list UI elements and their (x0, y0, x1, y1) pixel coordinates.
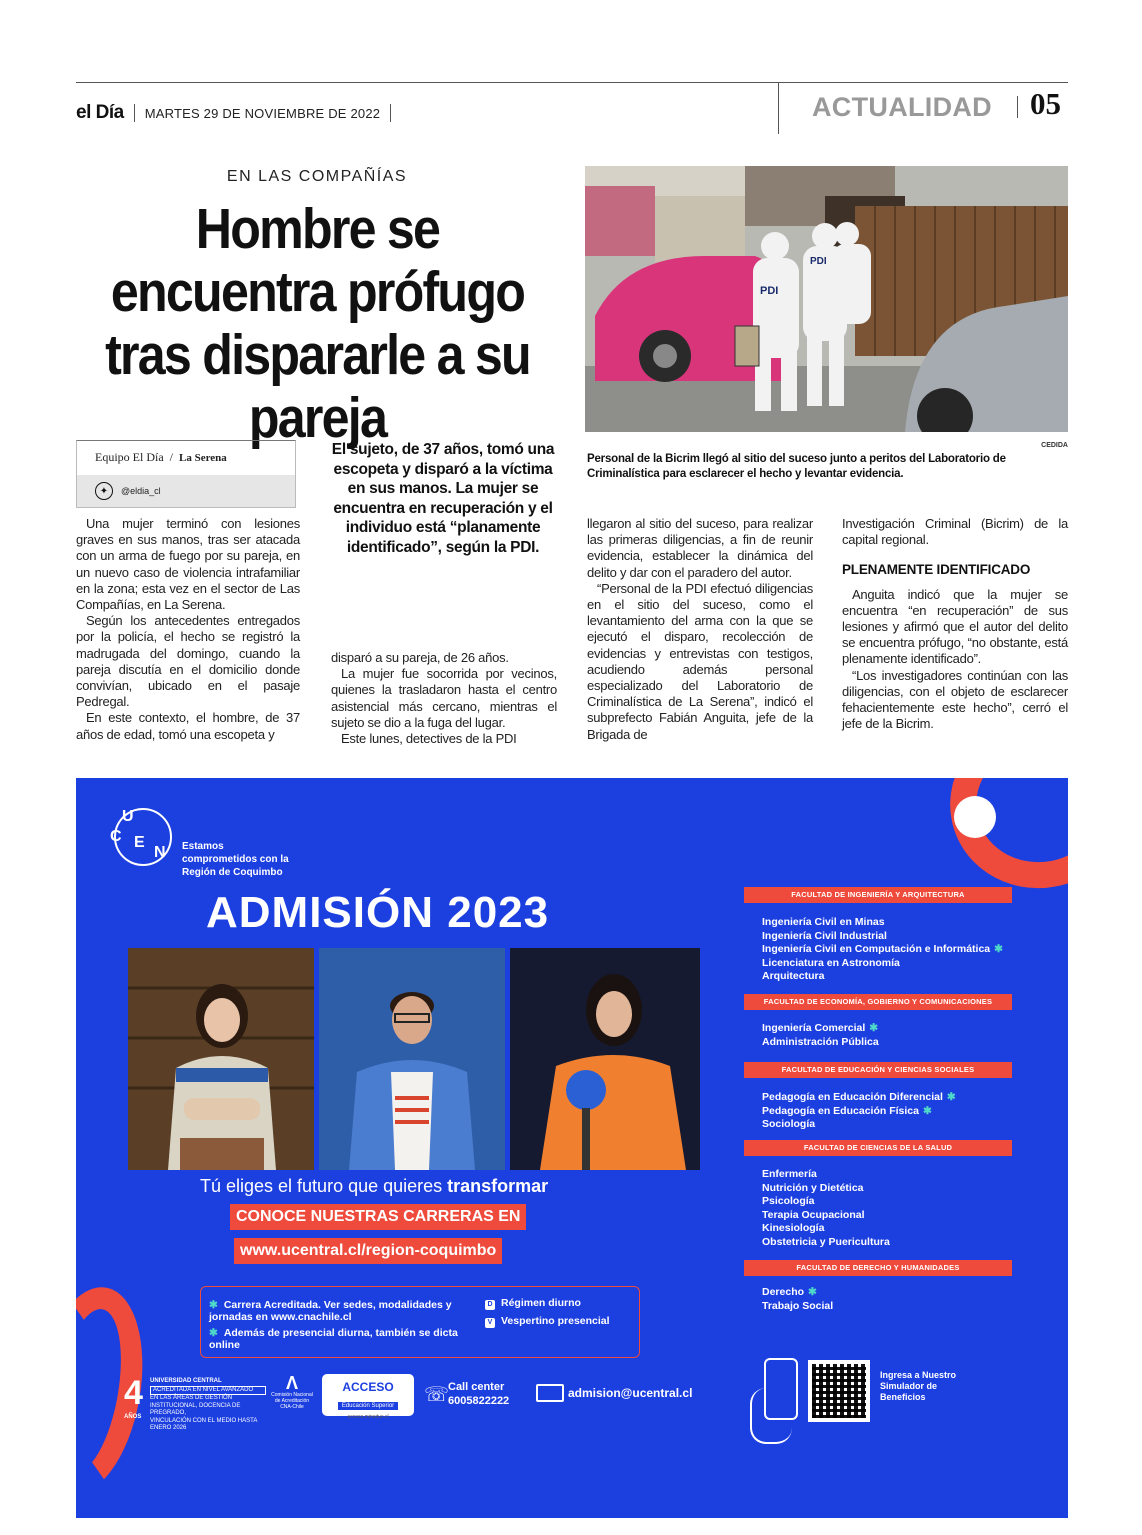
twitter-handle[interactable]: @eldia_cl (121, 486, 161, 496)
evening-icon: V (485, 1318, 495, 1328)
ad-tagline (182, 840, 289, 879)
accreditation-text (150, 1378, 266, 1433)
accreditation-line: ACREDITADA EN NIVEL AVANZADO (150, 1386, 266, 1396)
qr-pattern (812, 1364, 866, 1418)
body-paragraph: En este contexto, el hombre, de 37 años de edad, tomó una escopeta y (76, 710, 300, 742)
note-text: Vespertino presencial (501, 1315, 610, 1327)
career-item: Enfermería (762, 1168, 817, 1180)
pdi-vest-text: PDI (810, 256, 827, 267)
body-paragraph: Investigación Criminal (Bicrim) de la capital regional. (842, 516, 1068, 548)
asterisk-icon: ✱ (946, 1091, 956, 1103)
acceso-subtitle: Educación Superior (338, 1402, 398, 1410)
student-illustration (510, 948, 700, 1170)
ad-title: ADMISIÓN 2023 (206, 888, 550, 937)
career-item: Licenciatura en Astronomía (762, 956, 900, 969)
tagline-line: comprometidos con la (182, 854, 289, 865)
asterisk-icon: ✱ (922, 1104, 932, 1117)
note-online (209, 1327, 479, 1351)
student-photo (128, 948, 314, 1170)
faculty-careers (762, 1091, 956, 1132)
hand-icon (750, 1388, 792, 1444)
logo-letter: N (154, 844, 166, 861)
body-paragraph: Este lunes, detectives de la PDI (341, 731, 517, 747)
article-photo (585, 166, 1068, 432)
career-item (762, 1091, 956, 1105)
photo-caption: Personal de la Bicrim llegó al sitio del suceso junto a peritos del Laboratorio de Criminalística para esclarecer el hecho y levantar evidencia. (587, 453, 1006, 480)
logo-letter: U (122, 808, 134, 825)
twitter-icon: ✦ (95, 482, 113, 500)
career-label: Pedagogía en Educación Física (762, 1104, 919, 1117)
career-item: Ingeniería Civil Industrial (762, 929, 887, 942)
masthead-divider (390, 104, 391, 122)
pdi-vest-text: PDI (760, 285, 779, 297)
call-center-number: 6005822222 (448, 1395, 510, 1407)
note-text: Régimen diurno (501, 1297, 581, 1309)
section-name: ACTUALIDAD (812, 92, 992, 122)
tagline-line: Región de Coquimbo (182, 867, 283, 878)
qr-label (880, 1370, 956, 1403)
faculty-careers (762, 1022, 879, 1049)
body-paragraph: Según los antecedentes entregados por la policía, el hecho se registró la madrugada del domingo, cuando la pareja discutía en el domicilio donde convivían, ubicado en el pasaje Pedregal. (76, 613, 300, 710)
tagline-line: Estamos (182, 841, 224, 852)
body-column-1 (76, 516, 300, 743)
accreditation-years: 4 (124, 1374, 143, 1412)
ucen-logo (110, 808, 172, 866)
ad-cta-banner: CONOCE NUESTRAS CARRERAS EN (230, 1204, 526, 1230)
ad-notes-box (200, 1286, 640, 1358)
body-paragraph: Una mujer terminó con lesiones graves en sus manos, tras ser atacada con un arma de fuego por su pareja, en un nuevo caso de violencia intrafamiliar en la zona; esta vez en el sector de Las Compañías, en La Serena. (76, 516, 300, 613)
career-item: Administración Pública (762, 1035, 879, 1048)
body-paragraph: “Los investigadores continúan con las diligencias, con el objeto de esclarecer fehacientemente este hecho”, cerró el jefe de la Bicrim. (842, 667, 1068, 732)
byline-box (76, 440, 296, 508)
masthead-divider (134, 104, 135, 122)
faculty-header: FACULTAD DE DERECHO Y HUMANIDADES (744, 1260, 1012, 1276)
career-item: Psicología (762, 1195, 815, 1207)
student-photo (319, 948, 505, 1170)
cna-mark-icon: Λ (285, 1373, 298, 1393)
faculty-careers (762, 1286, 833, 1313)
byline: Equipo El Día / La Serena (95, 450, 227, 464)
qr-code[interactable] (808, 1360, 870, 1422)
career-label: Pedagogía en Educación Diferencial (762, 1091, 943, 1103)
student-illustration (128, 948, 314, 1170)
logo-letter: E (134, 834, 145, 851)
byline-location: La Serena (179, 452, 227, 464)
career-item (762, 1105, 956, 1119)
career-item: Obstetricia y Puericultura (762, 1235, 890, 1248)
career-item (762, 1022, 879, 1036)
accreditation-line: UNIVERSIDAD CENTRAL (150, 1378, 222, 1384)
accreditation-line: EN LAS ÁREAS DE GESTIÓN INSTITUCIONAL, DOCENCIA DE PREGRADO, (150, 1395, 241, 1416)
body-paragraph: disparó a su pareja, de 26 años. (331, 650, 509, 665)
byline-author: Equipo El Día (95, 450, 164, 464)
note-text: Carrera Acreditada. Ver sedes, modalidades y jornadas en www.cnachile.cl (209, 1299, 452, 1323)
acceso-logo (322, 1374, 414, 1420)
ad-website-link[interactable]: www.ucentral.cl/region-coquimbo (234, 1238, 502, 1264)
asterisk-icon: ✱ (209, 1327, 218, 1339)
note-text: Además de presencial diurna, también se dicta online (209, 1327, 458, 1351)
asterisk-icon: ✱ (994, 943, 1003, 955)
body-column-3 (587, 516, 813, 743)
ad-subtitle (200, 1176, 548, 1197)
cna-logo (270, 1374, 314, 1410)
student-illustration (319, 948, 505, 1170)
body-paragraph: “Personal de la PDI efectuó diligencias en el sitio del suceso, como el levantamiento del arma con la que se ejecutó el disparo, recolección de evidencias y entrevistas con testigos, acudiendo además personal especializado del Laboratorio de Criminalística de La Serena”, indicó el subprefecto Fabián Anguita, jefe de la Brigada de (587, 580, 813, 742)
acceso-title: ACCESO (342, 1380, 394, 1394)
career-item (762, 943, 1003, 957)
ad-subtitle-text: Tú eliges el futuro que quieres (200, 1176, 448, 1196)
byline-social (77, 475, 295, 507)
body-paragraph: La mujer fue socorrida por vecinos, quienes la trasladaron hasta el centro asistencial más cercano, mientras el sujeto se dio a la fuga del lugar. (331, 666, 557, 730)
career-label: Ingeniería Comercial (762, 1022, 866, 1034)
qr-label-line: Beneficios (880, 1392, 926, 1402)
career-item: Sociología (762, 1118, 816, 1130)
publication-date: MARTES 29 DE NOVIEMBRE DE 2022 (144, 105, 381, 121)
career-item: Ingeniería Civil en Minas (762, 916, 885, 928)
career-item: Arquitectura (762, 970, 825, 982)
admission-email[interactable]: admision@ucentral.cl (568, 1386, 693, 1400)
envelope-icon (536, 1384, 564, 1402)
career-item: Nutrición y Dietética (762, 1181, 864, 1194)
crime-scene-photo (585, 166, 1068, 432)
faculty-header: FACULTAD DE INGENIERÍA Y ARQUITECTURA (744, 887, 1012, 903)
faculty-header: FACULTAD DE CIENCIAS DE LA SALUD (744, 1140, 1012, 1156)
university-advertisement[interactable] (76, 778, 1068, 1518)
body-column-2 (331, 650, 557, 747)
note-accredited (209, 1299, 479, 1323)
day-regime-icon: D (485, 1300, 495, 1310)
call-center[interactable] (448, 1380, 509, 1408)
qr-label-line: Ingresa a Nuestro (880, 1370, 957, 1380)
section-divider (1017, 96, 1018, 118)
accreditation-line: VINCULACIÓN CON EL MEDIO HASTA ENERO 2026 (150, 1417, 258, 1431)
accreditation-years-label: AÑOS (124, 1414, 142, 1420)
note-evening (485, 1315, 610, 1328)
career-label: Derecho (762, 1286, 805, 1298)
page-number: 05 (1030, 86, 1061, 121)
article-subhead: PLENAMENTE IDENTIFICADO (842, 562, 1031, 578)
decorative-circle (954, 796, 996, 838)
qr-label-line: Simulador de (880, 1381, 938, 1391)
decorative-arc (937, 778, 1068, 902)
body-column-4 (842, 516, 1068, 732)
phone-icon: ☏ (424, 1382, 450, 1406)
career-label: Ingeniería Civil en Computación e Informática (762, 943, 991, 955)
faculty-careers (762, 1168, 890, 1249)
note-day-regime (485, 1297, 581, 1310)
article-headline: Hombre se encuentra prófugo tras dispararle a su pareja (105, 197, 530, 450)
article-kicker: EN LAS COMPAÑÍAS (226, 168, 408, 185)
faculty-careers (762, 916, 1003, 984)
faculty-header: FACULTAD DE ECONOMÍA, GOBIERNO Y COMUNICACIONES (744, 994, 1012, 1010)
faculty-header: FACULTAD DE EDUCACIÓN Y CIENCIAS SOCIALES (744, 1062, 1012, 1078)
decorative-arc (76, 1279, 157, 1504)
call-center-label: Call center (448, 1381, 505, 1393)
masthead (76, 100, 401, 126)
newspaper-logo: el Día (76, 102, 124, 123)
asterisk-icon: ✱ (209, 1299, 218, 1311)
logo-letter: C (110, 828, 122, 845)
career-item: Trabajo Social (762, 1299, 834, 1312)
asterisk-icon: ✱ (808, 1286, 817, 1298)
ad-subtitle-emphasis: transformar (447, 1176, 549, 1196)
asterisk-icon: ✱ (869, 1022, 879, 1034)
pull-quote: El sujeto, de 37 años, tomó una escopeta y disparó a la víctima en sus manos. La mujer se encuentra en recuperación y el individuo está “planamente identificado”, según la PDI. (331, 441, 555, 556)
career-item: Kinesiología (762, 1222, 825, 1234)
acceso-url: acceso.mineduc.cl (347, 1414, 389, 1420)
student-photo (510, 948, 700, 1170)
cna-text: Comisión Nacional de Acreditación CNA-Chile (271, 1392, 313, 1410)
career-item (762, 1286, 833, 1300)
body-paragraph: llegaron al sitio del suceso, para realizar las primeras diligencias, a fin de reunir evidencia, establecer la dinámica del delito y dar con el paradero del autor. (587, 516, 813, 580)
body-paragraph: Anguita indicó que la mujer se encuentra “en recuperación” de sus lesiones y afirmó que el autor del delito se encuentra prófugo, “no obstante, está plenamente identificado”. (842, 586, 1068, 667)
photo-credit: CEDIDA (1041, 442, 1068, 449)
career-item: Terapia Ocupacional (762, 1208, 865, 1221)
